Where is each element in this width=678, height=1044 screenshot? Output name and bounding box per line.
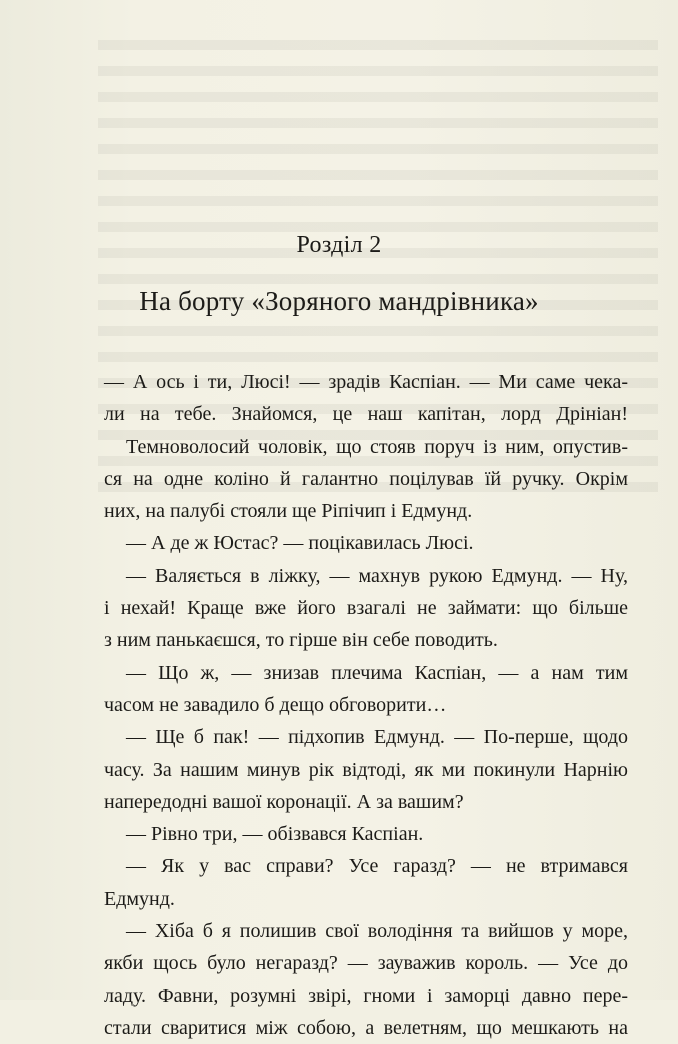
chapter-title: На борту «Зоряного мандрівника» <box>139 286 539 316</box>
text-line: — Рівно три, — обізвався Каспіан. <box>126 823 424 846</box>
text-line: ся на одне коліно й галантно поцілував їй ручку. Окрім <box>104 467 628 490</box>
text-line: — Що ж, — знизав плечима Каспіан, — а нам тим <box>126 661 628 684</box>
text-line: Едмунд. <box>104 887 175 910</box>
text-line: них, на палубі стояли ще Ріпічип і Едмунд. <box>104 500 473 523</box>
text-line: стали сваритися між собою, а велетням, що мешкають на <box>104 1016 628 1039</box>
text-line: — Як у вас справи? Усе гаразд? — не втримався <box>126 855 628 878</box>
text-line: часом не завадило б дещо обговорити… <box>104 693 447 716</box>
text-line: якби щось було негаразд? — зауважив король. — Усе до <box>104 952 628 975</box>
text-line: і нехай! Краще вже його взагалі не займати: що більше <box>104 597 628 620</box>
text-line: — Хіба б я полишив свої володіння та вийшов у море, <box>126 920 628 943</box>
text-line: — Валяється в ліжку, — махнув рукою Едмунд. — Ну, <box>126 564 628 587</box>
text-line: — Ще б пак! — підхопив Едмунд. — По-перше, щодо <box>126 726 628 749</box>
text-line: — А де ж Юстас? — поцікавилась Люсі. <box>126 532 474 555</box>
text-line: ли на тебе. Знайомся, це наш капітан, лорд Дрініан! <box>104 403 628 426</box>
text-line: Темноволосий чоловік, що стояв поруч із ним, опустив- <box>126 435 628 458</box>
chapter-body-text <box>104 366 628 1044</box>
text-line: часу. За нашим минув рік відтоді, як ми покинули Нарнію <box>104 758 628 781</box>
text-line: напередодні вашої коронації. А за вашим? <box>104 790 464 813</box>
text-line: ладу. Фавни, розумні звірі, гноми і заморці давно пере- <box>104 984 628 1007</box>
chapter-number: Розділ 2 <box>296 232 382 258</box>
text-line: з ним панькаєшся, то гірше він себе поводить. <box>104 629 498 652</box>
text-line: — А ось і ти, Люсі! — зрадів Каспіан. — Ми саме чека- <box>104 371 628 393</box>
